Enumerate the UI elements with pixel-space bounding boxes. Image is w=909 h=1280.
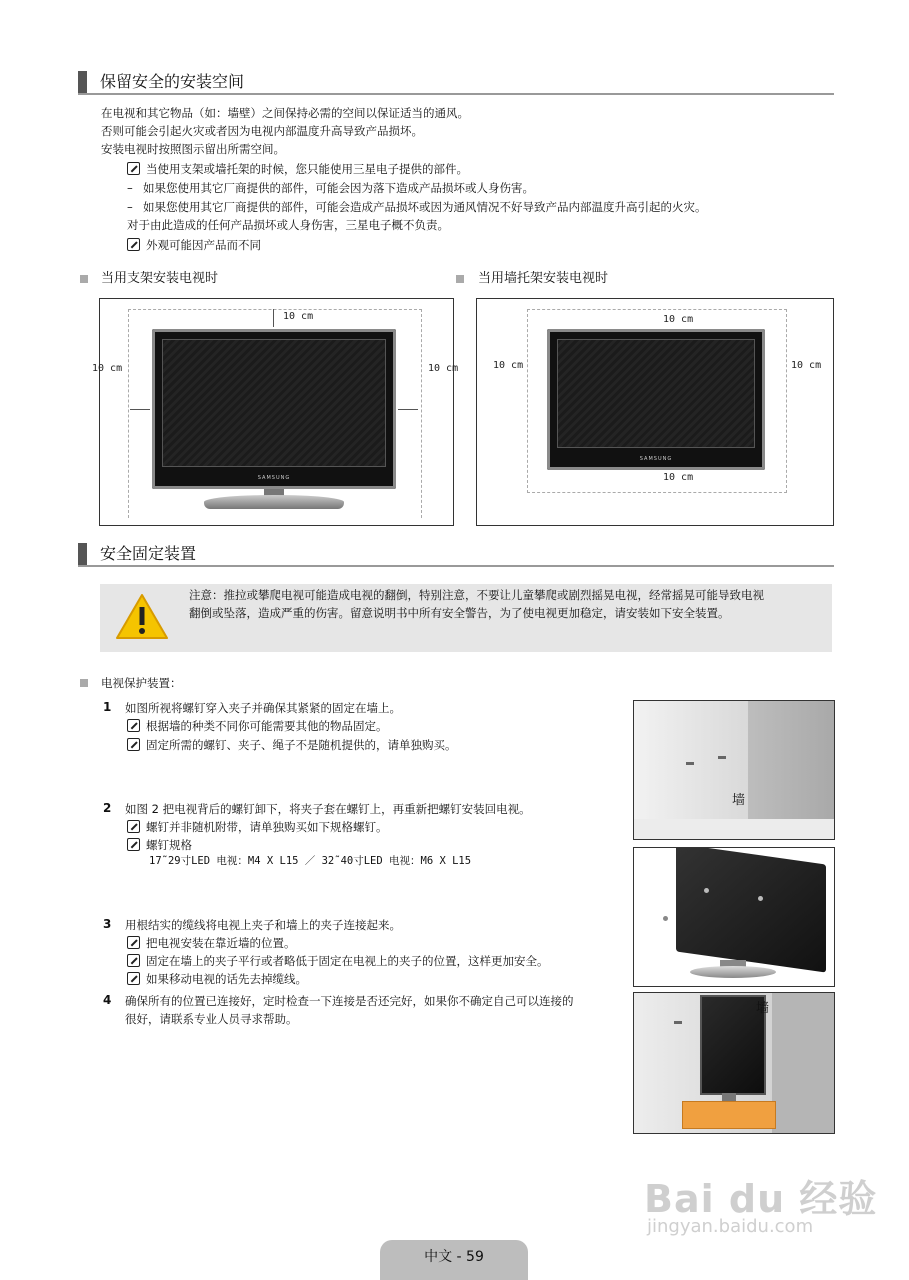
tv-stand-base xyxy=(204,495,344,509)
note-icon xyxy=(127,972,140,985)
section-title-safety-device xyxy=(78,543,834,567)
square-bullet-icon xyxy=(80,679,88,687)
note-line xyxy=(127,736,457,754)
dim-label-top: 10 cm xyxy=(283,311,314,322)
tv-brand: SAMSUNG xyxy=(257,475,291,481)
loose-screw xyxy=(663,916,668,921)
dim-arrow-right xyxy=(398,409,418,410)
step-text: 很好，请联系专业人员寻求帮助。 xyxy=(125,1012,298,1026)
dim-label-left: 10 cm xyxy=(92,363,123,374)
step-text: 用根结实的缆线将电视上夹子和墙上的夹子连接起来。 xyxy=(125,918,401,932)
wall-figure-title: 当用墙托架安装电视时 xyxy=(478,271,609,286)
tv-front xyxy=(152,329,396,489)
note-line xyxy=(127,160,468,178)
note-text: 把电视安装在靠近墙的位置。 xyxy=(146,936,296,950)
device-title: 电视保护装置： xyxy=(101,676,182,690)
paragraph-line: 安装电视时按照图示留出所需空间。 xyxy=(101,142,285,156)
step-text: 确保所有的位置已连接好，定时检查一下连接是否还完好，如果你不确定自己可以连接的 xyxy=(125,994,574,1008)
screw-spec: 17˜29寸LED 电视：M4 X L15 ／ 32˜40寸LED 电视：M6 X L15 xyxy=(149,855,472,867)
wall-right-face xyxy=(772,993,834,1133)
note-icon xyxy=(127,162,140,175)
tv-screw xyxy=(704,888,709,893)
tv-secured-illustration xyxy=(633,992,835,1134)
wall-clip xyxy=(674,1021,682,1024)
warning-box xyxy=(100,584,832,652)
wall-clip xyxy=(686,762,694,765)
watermark-logo: Bai du 经验 xyxy=(644,1177,878,1221)
dim-label-right: 10 cm xyxy=(428,363,459,374)
note-text: 如果移动电视的话先去掉缆线。 xyxy=(146,972,307,986)
square-bullet-icon xyxy=(80,275,88,283)
note-line xyxy=(127,236,261,254)
note-icon xyxy=(127,936,140,949)
wall-clip-illustration xyxy=(633,700,835,840)
stand-figure-title: 当用支架安装电视时 xyxy=(101,271,219,286)
tv-brand: SAMSUNG xyxy=(639,456,673,462)
wall-label: 墙 xyxy=(732,793,746,808)
note-text: 固定在墙上的夹子平行或者略低于固定在电视上的夹子的位置，这样更加安全。 xyxy=(146,954,549,968)
warning-line: 注意：推拉或攀爬电视可能造成电视的翻倒，特别注意，不要让儿童攀爬或剧烈摇晃电视，经常摇晃可能导致电视 xyxy=(189,588,764,602)
paragraph-line: 否则可能会引起火灾或者因为电视内部温度升高导致产品损坏。 xyxy=(101,124,423,138)
tv-stand-base xyxy=(690,966,776,978)
note-icon xyxy=(127,838,140,851)
wall-install-figure xyxy=(476,298,834,526)
tv-back-panel xyxy=(676,847,826,973)
wall-clip xyxy=(718,756,726,759)
note-line xyxy=(127,970,307,988)
dim-label-right: 10 cm xyxy=(791,360,822,371)
step-number: 4 xyxy=(103,993,112,1007)
warning-line: 翻倒或坠落，造成严重的伤害。留意说明书中所有安全警告，为了使电视更加稳定，请安装如下安全装置。 xyxy=(189,606,730,620)
title-bar xyxy=(78,71,87,93)
dim-arrow-top xyxy=(273,309,274,327)
watermark-url: jingyan.baidu.com xyxy=(647,1216,814,1237)
tv-screw xyxy=(758,896,763,901)
cabinet xyxy=(682,1101,776,1129)
dash-text: 如果您使用其它厂商提供的部件，可能会造成产品损坏或因为通风情况不好导致产品内部温度升高引起的火灾。 xyxy=(143,200,707,214)
floor xyxy=(634,819,834,839)
tv-screen xyxy=(557,339,755,448)
note-icon xyxy=(127,238,140,251)
step-number: 1 xyxy=(103,700,112,714)
dash-line: – 如果您使用其它厂商提供的部件，可能会造成产品损坏或因为通风情况不好导致产品内部温度升高引起的火灾。 xyxy=(127,200,707,214)
title-bar xyxy=(78,543,87,565)
note-text: 螺钉规格 xyxy=(146,838,192,852)
section-title-text: 安全固定装置 xyxy=(100,544,197,563)
tv-screen xyxy=(162,339,386,467)
note-text: 外观可能因产品而不同 xyxy=(146,238,261,252)
note-text: 螺钉并非随机附带，请单独购买如下规格螺钉。 xyxy=(146,820,388,834)
wall-label: 墙 xyxy=(756,1001,770,1016)
section-title-text: 保留安全的安装空间 xyxy=(100,72,245,91)
note-icon xyxy=(127,738,140,751)
note-line xyxy=(127,934,296,952)
square-bullet-icon xyxy=(456,275,464,283)
paragraph-line: 在电视和其它物品（如：墙壁）之间保持必需的空间以保证适当的通风。 xyxy=(101,106,469,120)
step-text: 如图 2 把电视背后的螺钉卸下，将夹子套在螺钉上，再重新把螺钉安装回电视。 xyxy=(125,802,531,816)
disclaimer-text: 对于由此造成的任何产品损坏或人身伤害，三星电子概不负责。 xyxy=(127,218,449,232)
page-number: 中文 - 59 xyxy=(424,1249,484,1265)
page-number-tab xyxy=(380,1240,528,1280)
dim-arrow-left xyxy=(130,409,150,410)
dim-label-left: 10 cm xyxy=(493,360,524,371)
tv-back-illustration xyxy=(633,847,835,987)
dim-label-bottom: 10 cm xyxy=(663,472,694,483)
dash-line: – 如果您使用其它厂商提供的部件，可能会因为落下造成产品损坏或人身伤害。 xyxy=(127,181,534,195)
dim-label-top: 10 cm xyxy=(663,314,694,325)
note-text: 根据墙的种类不同你可能需要其他的物品固定。 xyxy=(146,719,388,733)
step-text: 如图所视将螺钉穿入夹子并确保其紧紧的固定在墙上。 xyxy=(125,701,401,715)
dash-text: 如果您使用其它厂商提供的部件，可能会因为落下造成产品损坏或人身伤害。 xyxy=(143,181,534,195)
note-text: 固定所需的螺钉、夹子、绳子不是随机提供的，请单独购买。 xyxy=(146,738,457,752)
step-number: 2 xyxy=(103,801,112,815)
note-line xyxy=(127,952,549,970)
step-number: 3 xyxy=(103,917,112,931)
note-icon xyxy=(127,820,140,833)
tv-front xyxy=(547,329,765,470)
warning-icon xyxy=(114,592,170,642)
note-icon xyxy=(127,954,140,967)
note-line xyxy=(127,717,388,735)
note-line xyxy=(127,818,388,836)
stand-install-figure xyxy=(92,298,459,526)
note-text: 当使用支架或墙托架的时候，您只能使用三星电子提供的部件。 xyxy=(146,162,468,176)
note-icon xyxy=(127,719,140,732)
section-title-install-space xyxy=(78,71,834,95)
